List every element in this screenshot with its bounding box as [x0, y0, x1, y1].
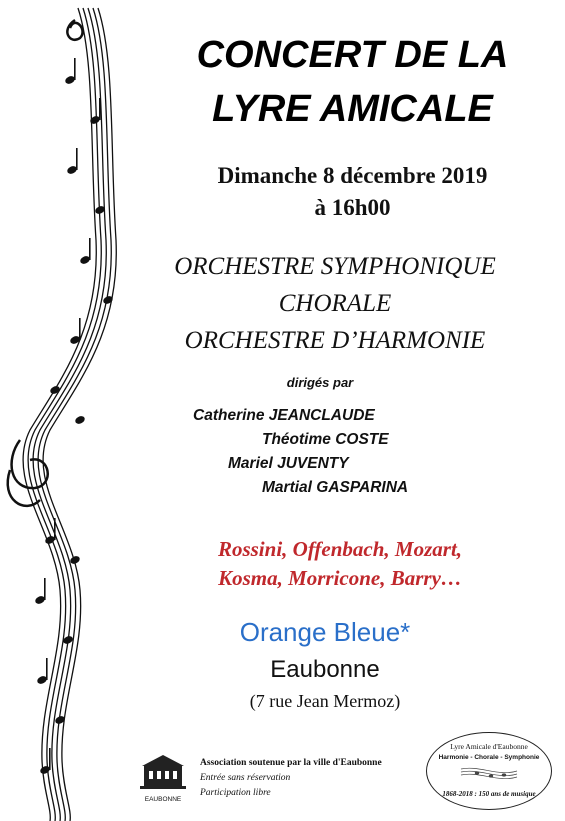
participation-text: Participation libre	[200, 788, 271, 798]
support-text: Association soutenue par la ville d'Eaubonne	[200, 758, 382, 768]
ensemble-harmony: ORCHESTRE D’HARMONIE	[184, 327, 486, 354]
lyre-amicale-seal	[426, 732, 552, 810]
time-line: à 16h00	[314, 195, 391, 220]
ensemble-symphony: ORCHESTRE SYMPHONIQUE	[174, 253, 496, 280]
music-notes-icon	[459, 763, 519, 785]
conductor-2: Théotime COSTE	[262, 431, 389, 448]
venue-address: (7 rue Jean Mermoz)	[249, 691, 401, 711]
date-line: Dimanche 8 décembre 2019	[217, 163, 488, 188]
composers-line-1: Rossini, Offenbach, Mozart,	[217, 537, 463, 561]
conductor-3: Mariel JUVENTY	[228, 455, 349, 472]
conductor-4: Martial GASPARINA	[262, 479, 409, 496]
seal-bottom-text: 1868-2018 : 150 ans de musique	[442, 790, 536, 798]
seal-top-text: Lyre Amicale d'Eaubonne	[450, 742, 528, 751]
eaubonne-city-logo	[140, 752, 186, 803]
conductor-1: Catherine JEANCLAUDE	[193, 407, 375, 424]
title-line-1: CONCERT DE LA	[196, 34, 509, 76]
music-staff-decoration	[0, 0, 140, 821]
seal-middle-text: Harmonie - Chorale - Symphonie	[438, 754, 540, 761]
city-logo-text: EAUBONNE	[144, 796, 182, 803]
venue-city: Eaubonne	[270, 656, 380, 683]
entry-text: Entrée sans réservation	[200, 773, 291, 783]
venue-name: Orange Bleue*	[239, 617, 411, 647]
title-line-2: LYRE AMICALE	[212, 88, 493, 130]
composers-line-2: Kosma, Morricone, Barry…	[218, 566, 462, 590]
city-hall-icon	[140, 752, 186, 790]
directed-by-label: dirigés par	[286, 375, 354, 390]
ensemble-choir: CHORALE	[278, 290, 392, 317]
